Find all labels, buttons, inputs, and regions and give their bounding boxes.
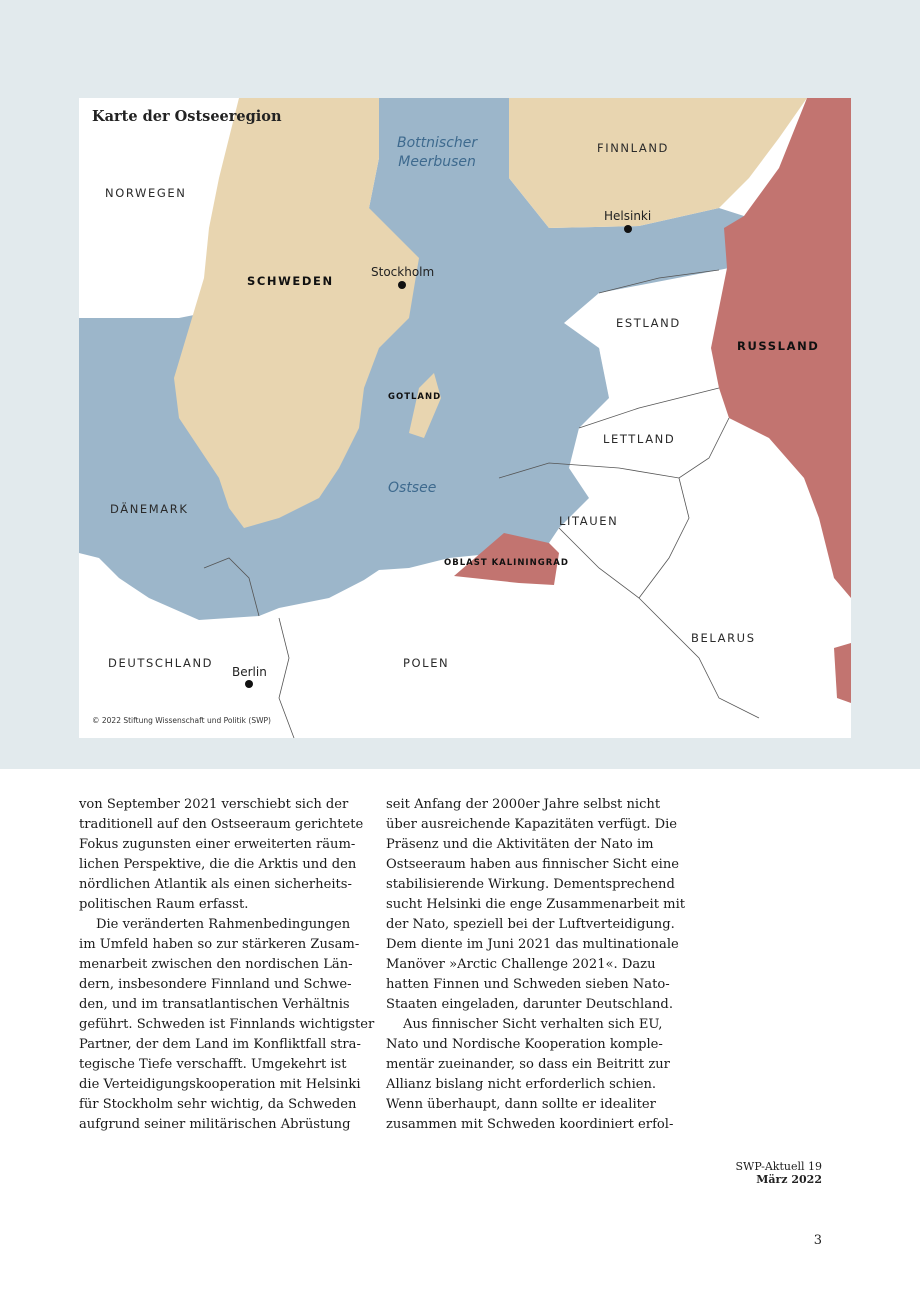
text-line: Wenn überhaupt, dann sollte er idealiter (386, 1097, 656, 1112)
text-line: nördlichen Atlantik als einen sicherheits- (79, 877, 352, 892)
text-line: mentär zueinander, so dass ein Beitritt zur (386, 1057, 670, 1072)
baltic-map (79, 98, 851, 738)
text-line: Fokus zugunsten einer erweiterten räum- (79, 837, 356, 852)
map-title: Karte der Ostseeregion (92, 108, 282, 125)
text-line: tegische Tiefe verschafft. Umgekehrt ist (79, 1057, 347, 1072)
text-line: Allianz bislang nicht erforderlich schien. (386, 1077, 657, 1092)
text-line: die Verteidigungskooperation mit Helsinki (79, 1077, 361, 1092)
text-line: den, und im transatlantischen Verhältnis (79, 997, 350, 1012)
russia-label: RUSSLAND (737, 339, 820, 353)
text-line: von September 2021 verschiebt sich der (79, 797, 349, 812)
helsinki-label: Helsinki (604, 209, 652, 223)
text-line: über ausreichende Kapazitäten verfügt. Die (386, 817, 678, 832)
berlin-label: Berlin (232, 665, 267, 679)
text-line: Partner, der dem Land im Konfliktfall stra- (79, 1037, 361, 1052)
text-line: im Umfeld haben so zur stärkeren Zusam- (79, 937, 360, 952)
page-number: 3 (813, 1233, 822, 1248)
map-copyright: © 2022 Stiftung Wissenschaft und Politik (SWP) (92, 716, 271, 725)
text-line: Präsenz und die Aktivitäten der Nato im (386, 837, 654, 852)
series-label: SWP-Aktuell 19 (735, 1160, 822, 1173)
text-line: traditionell auf den Ostseeraum gerichtete (79, 817, 364, 832)
text-line: sucht Helsinki die enge Zusammenarbeit mit (386, 897, 686, 912)
poland-label: POLEN (403, 656, 450, 670)
text-line: Ostseeraum haben aus finnischer Sicht eine (386, 857, 680, 872)
text-line: hatten Finnen und Schweden sieben Nato- (386, 977, 670, 992)
stockholm-dot (398, 281, 406, 289)
text-line: seit Anfang der 2000er Jahre selbst nicht (386, 797, 661, 812)
helsinki-dot (624, 225, 632, 233)
text-line: Nato und Nordische Kooperation komple- (386, 1037, 663, 1052)
text-line: lichen Perspektive, die die Arktis und den (79, 857, 357, 872)
baltic-sea-label: Ostsee (388, 480, 437, 496)
stockholm-label: Stockholm (371, 265, 435, 279)
text-line: Die veränderten Rahmenbedingungen (96, 917, 351, 932)
belarus-label: BELARUS (691, 631, 756, 645)
text-line: menarbeit zwischen den nordischen Län- (79, 957, 353, 972)
gulf-of-bothnia-label (397, 134, 477, 172)
text-line: Dem diente im Juni 2021 das multinationale (386, 937, 679, 952)
gulf-label-line1: Bottnischer (397, 135, 478, 151)
sweden-label: SCHWEDEN (247, 274, 334, 288)
text-line: politischen Raum erfasst. (79, 897, 249, 912)
text-line: Manöver »Arctic Challenge 2021«. Dazu (386, 957, 656, 972)
left-text-column (79, 795, 374, 1135)
gulf-label-line2: Meerbusen (398, 154, 476, 170)
denmark-label: DÄNEMARK (110, 502, 189, 516)
text-line: stabilisierende Wirkung. Dementsprechend (386, 877, 675, 892)
estonia-label: ESTLAND (616, 316, 681, 330)
running-footer (735, 1160, 822, 1186)
text-line: der Nato, speziell bei der Luftverteidigung. (386, 917, 675, 932)
text-line: geführt. Schweden ist Finnlands wichtigster (79, 1017, 375, 1032)
text-line: Staaten eingeladen, darunter Deutschland. (386, 997, 673, 1012)
text-line: für Stockholm sehr wichtig, da Schweden (79, 1097, 357, 1112)
germany-label: DEUTSCHLAND (108, 656, 214, 670)
norway-label: NORWEGEN (105, 186, 187, 200)
gotland-label: GOTLAND (388, 392, 442, 402)
text-line: dern, insbesondere Finnland und Schwe- (79, 977, 352, 992)
text-line: aufgrund seiner militärischen Abrüstung (79, 1117, 351, 1132)
issue-date: März 2022 (756, 1173, 822, 1186)
text-line: Aus finnischer Sicht verhalten sich EU, (403, 1017, 663, 1032)
text-line: zusammen mit Schweden koordiniert erfol- (386, 1117, 674, 1132)
kaliningrad-label: OBLAST KALININGRAD (444, 558, 569, 568)
finland-label: FINNLAND (597, 141, 670, 155)
latvia-label: LETTLAND (603, 432, 676, 446)
right-text-column (386, 795, 685, 1135)
lithuania-label: LITAUEN (559, 514, 619, 528)
berlin-dot (245, 680, 253, 688)
